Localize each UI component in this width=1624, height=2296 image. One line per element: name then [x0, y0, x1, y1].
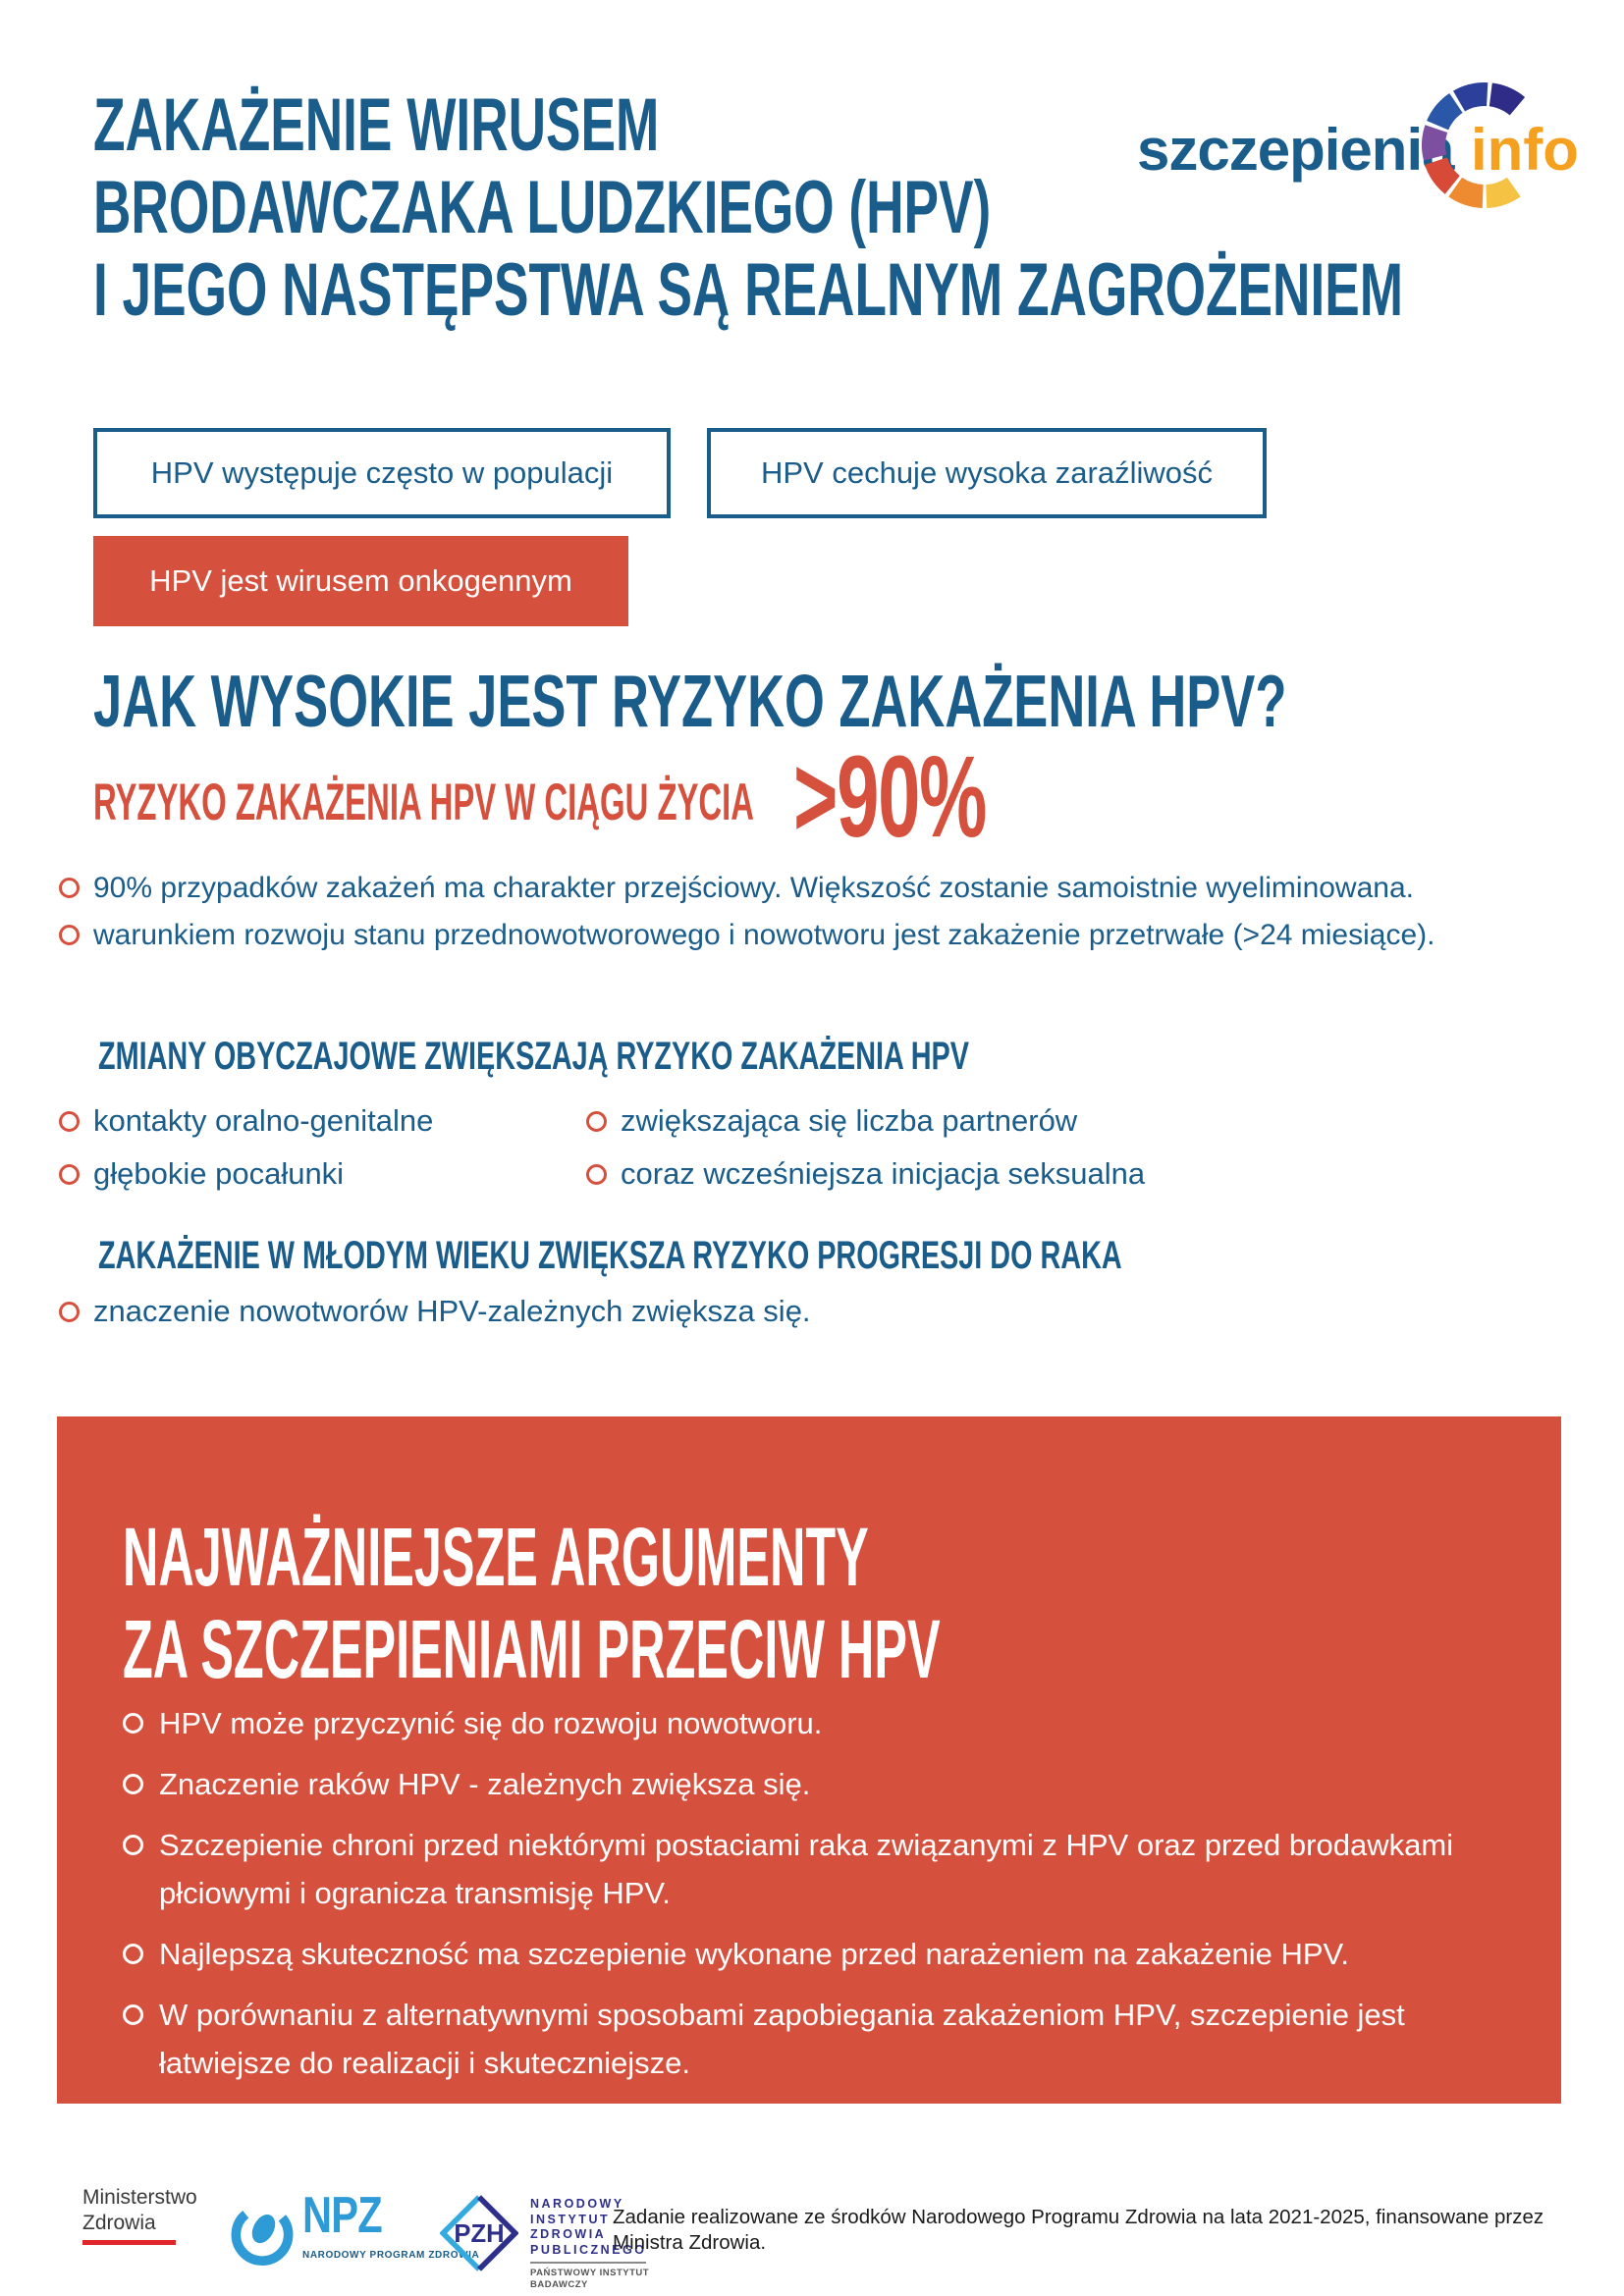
behavior-subheading: ZMIANY OBYCZAJOWE ZWIĘKSZAJĄ RYZYKO ZAKAŻENIA HPV: [98, 1035, 969, 1078]
title-line-3: I JEGO NASTĘPSTWA SĄ REALNYM ZAGROŻENIEM: [93, 248, 1404, 332]
lifetime-risk-label: RYZYKO ZAKAŻENIA HPV W CIĄGU ŻYCIA: [93, 774, 755, 831]
fact-box-label: HPV cechuje wysoka zaraźliwość: [760, 455, 1213, 490]
list-item: [59, 1101, 569, 1141]
fact-box-label: HPV występuje często w populacji: [150, 455, 614, 490]
young-age-list: [59, 1292, 1139, 1331]
list-item: [123, 1930, 1478, 1978]
list-item: [123, 1991, 1478, 2087]
pzh-logo-icon: [440, 2191, 518, 2275]
circle-bullet-icon: [123, 1713, 143, 1734]
list-item-text: HPV może przyczynić się do rozwoju nowotworu.: [159, 1706, 823, 1740]
circle-bullet-icon: [59, 1111, 80, 1132]
title-line-2: BRODAWCZAKA LUDZKIEGO (HPV): [93, 166, 992, 249]
list-item: [586, 1101, 1332, 1141]
risk-section-heading: JAK WYSOKIE JEST RYZYKO ZAKAŻENIA HPV?: [93, 660, 1287, 742]
fact-box-oncogenic: [93, 536, 628, 626]
circle-bullet-icon: [586, 1111, 607, 1132]
young-age-subheading: ZAKAŻENIE W MŁODYM WIEKU ZWIĘKSZA RYZYKO PROGRESJI DO RAKA: [98, 1234, 1122, 1277]
list-item-text: kontakty oralno-genitalne: [93, 1103, 434, 1138]
npz-logo-text: NPZ: [302, 2187, 382, 2244]
fact-box-label: HPV jest wirusem onkogennym: [149, 563, 572, 598]
arguments-title-line-1: NAJWAŻNIEJSZE ARGUMENTY: [123, 1511, 869, 1603]
list-item: [123, 1760, 1478, 1808]
lifetime-risk-value: >90%: [793, 732, 987, 862]
circle-bullet-icon: [59, 878, 80, 898]
circle-bullet-icon: [123, 1774, 143, 1794]
circle-bullet-icon: [59, 925, 80, 945]
funding-note: Zadanie realizowane ze środków Narodowego Programu Zdrowia na lata 2021-2025, finansowane przez Ministra Zdrowia.: [613, 2206, 1544, 2254]
circle-bullet-icon: [59, 1302, 80, 1322]
list-item: [59, 1292, 1139, 1331]
arguments-title-line-2: ZA SZCZEPIENIAMI PRZECIW HPV: [123, 1603, 941, 1695]
list-item: [59, 915, 1591, 956]
list-item-text: znaczenie nowotworów HPV-zależnych zwiększa się.: [93, 1294, 811, 1328]
behavior-list-col1: [59, 1101, 569, 1194]
list-item: [59, 868, 1591, 909]
arguments-panel: [57, 1416, 1561, 2104]
arguments-title: [123, 1511, 1486, 1695]
list-item-text: Szczepienie chroni przed niektórymi postaciami raka związanymi z HPV oraz przed brodawkami płciowymi i ogranicza transmisję HPV.: [159, 1828, 1454, 1910]
circle-bullet-icon: [123, 1835, 143, 1855]
list-item-text: zwiększająca się liczba partnerów: [621, 1103, 1078, 1138]
ministry-line-2: Zdrowia: [82, 2212, 156, 2234]
list-item: [123, 1699, 1478, 1747]
behavior-list-col2: [586, 1101, 1332, 1194]
ministry-red-bar: [82, 2240, 176, 2245]
logo-info-word: info: [1471, 117, 1579, 183]
list-item: [59, 1154, 569, 1194]
pzh-logo-text: NARODOWY INSTYTUT ZDROWIA PUBLICZNEGO PAŃSTWOWY INSTYTUT BADAWCZY: [530, 2197, 650, 2290]
fact-box-population: [93, 428, 671, 518]
npz-caption: NARODOWY PROGRAM ZDROWIA: [302, 2250, 480, 2261]
title-line-1: ZAKAŻENIE WIRUSEM: [93, 83, 660, 167]
list-item-text: W porównaniu z alternatywnymi sposobami zapobiegania zakażeniom HPV, szczepienie jest łatwiejsze do realizacji i skuteczniejsze.: [159, 1998, 1405, 2080]
list-item-text: coraz wcześniejsza inicjacja seksualna: [621, 1156, 1146, 1191]
list-item-text: głębokie pocałunki: [93, 1156, 345, 1191]
circle-bullet-icon: [586, 1164, 607, 1185]
circle-bullet-icon: [123, 2004, 143, 2025]
fact-box-contagious: [707, 428, 1267, 518]
ministry-of-health-logo: [82, 2185, 197, 2236]
list-item: [123, 1821, 1478, 1917]
ministry-line-1: Ministerstwo: [82, 2186, 197, 2209]
arguments-list: [123, 1699, 1478, 2087]
list-item-text: 90% przypadków zakażeń ma charakter przejściowy. Większość zostanie samoistnie wyeliminowana.: [93, 872, 1414, 904]
pzh-divider: [530, 2262, 646, 2264]
risk-bullet-list: [59, 868, 1591, 956]
npz-swirl-icon: [226, 2197, 298, 2269]
circle-bullet-icon: [59, 1164, 80, 1185]
list-item: [586, 1154, 1332, 1194]
circle-bullet-icon: [123, 1944, 143, 1964]
list-item-text: warunkiem rozwoju stanu przednowotworowego i nowotworu jest zakażenie przetrwałe (>24 miesiące).: [93, 919, 1435, 951]
list-item-text: Znaczenie raków HPV - zależnych zwiększa się.: [159, 1767, 811, 1801]
logo-word: szczepienia: [1137, 117, 1454, 183]
svg-text:PZH: PZH: [454, 2219, 505, 2248]
szczepienia-info-logo: [1129, 77, 1591, 224]
list-item-text: Najlepszą skuteczność ma szczepienie wykonane przed narażeniem na zakażenie HPV.: [159, 1937, 1349, 1971]
